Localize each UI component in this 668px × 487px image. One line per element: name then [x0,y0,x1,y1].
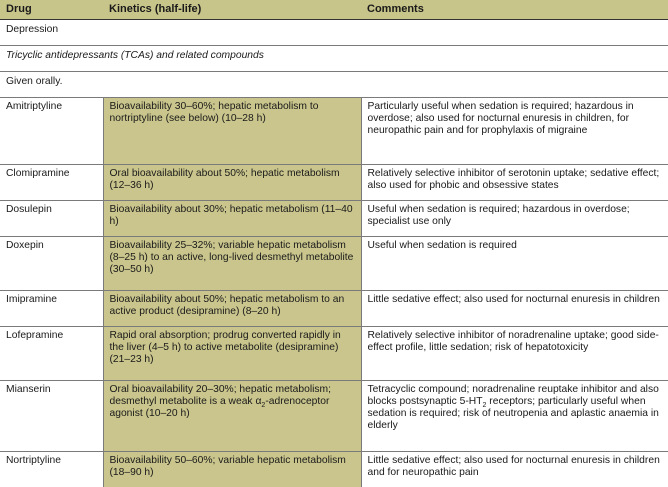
comments-cell: Useful when sedation is required; hazardous in overdose; specialist use only [361,201,668,237]
kinetics-cell: Oral bioavailability about 50%; hepatic metabolism (12–36 h) [103,165,361,201]
section-row [0,72,668,98]
kinetics-cell: Bioavailability 50–60%; variable hepatic metabolism (18–90 h) [103,452,361,487]
kinetics-cell: Bioavailability about 30%; hepatic metabolism (11–40 h) [103,201,361,237]
header-comments: Comments [361,0,668,20]
comments-text-b: receptors; particularly useful when sedation is required; risk of neutropenia and aplastic anaemia in elderly [368,396,659,431]
subscript: 2 [261,402,265,409]
table-row [0,237,668,291]
section-tca: Tricyclic antidepressants (TCAs) and related compounds [0,46,668,72]
comments-cell: Little sedative effect; also used for nocturnal enuresis in children and for neuropathic pain [361,452,668,487]
kinetics-text-b: -adrenoceptor agonist (10–20 h) [110,396,330,419]
drug-cell: Mianserin [0,381,103,452]
comments-cell: Particularly useful when sedation is required; hazardous in overdose; also used for nocturnal enuresis in children, for neuropathic pain and for prophylaxis of migraine [361,98,668,165]
table-row [0,98,668,165]
subscript: 2 [483,402,487,409]
table-row [0,327,668,381]
section-oral: Given orally. [0,72,668,98]
section-row [0,20,668,46]
table-row [0,381,668,452]
header-drug: Drug [0,0,103,20]
table-row [0,291,668,327]
comments-cell: Useful when sedation is required [361,237,668,291]
kinetics-cell: Bioavailability 25–32%; variable hepatic metabolism (8–25 h) to an active, long-lived desmethyl metabolite (30–50 h) [103,237,361,291]
kinetics-cell [103,381,361,452]
table-row [0,452,668,487]
drug-cell: Amitriptyline [0,98,103,165]
comments-cell: Little sedative effect; also used for nocturnal enuresis in children [361,291,668,327]
table-row [0,201,668,237]
header-row [0,0,668,20]
table-row [0,165,668,201]
comments-cell [361,381,668,452]
drug-cell: Nortriptyline [0,452,103,487]
drug-cell: Lofepramine [0,327,103,381]
header-kinetics: Kinetics (half-life) [103,0,361,20]
kinetics-cell: Rapid oral absorption; prodrug converted rapidly in the liver (4–5 h) to active metabolite (desipramine) (21–23 h) [103,327,361,381]
comments-text-a: Tetracyclic compound; noradrenaline reuptake inhibitor and also blocks postsynaptic 5-HT [368,384,659,407]
section-row [0,46,668,72]
kinetics-cell: Bioavailability 30–60%; hepatic metabolism to nortriptyline (see below) (10–28 h) [103,98,361,165]
section-depression: Depression [0,20,668,46]
kinetics-cell: Bioavailability about 50%; hepatic metabolism to an active product (desipramine) (8–20 h) [103,291,361,327]
kinetics-text-a: Oral bioavailability 20–30%; hepatic metabolism; desmethyl metabolite is a weak [110,384,332,407]
drug-cell: Imipramine [0,291,103,327]
drug-cell: Dosulepin [0,201,103,237]
drug-cell: Doxepin [0,237,103,291]
comments-cell: Relatively selective inhibitor of noradrenaline uptake; good side-effect profile, little sedation; risk of hepatotoxicity [361,327,668,381]
comments-cell: Relatively selective inhibitor of serotonin uptake; sedative effect; also used for phobic and obsessive states [361,165,668,201]
drug-cell: Clomipramine [0,165,103,201]
alpha-symbol: α [255,396,261,407]
